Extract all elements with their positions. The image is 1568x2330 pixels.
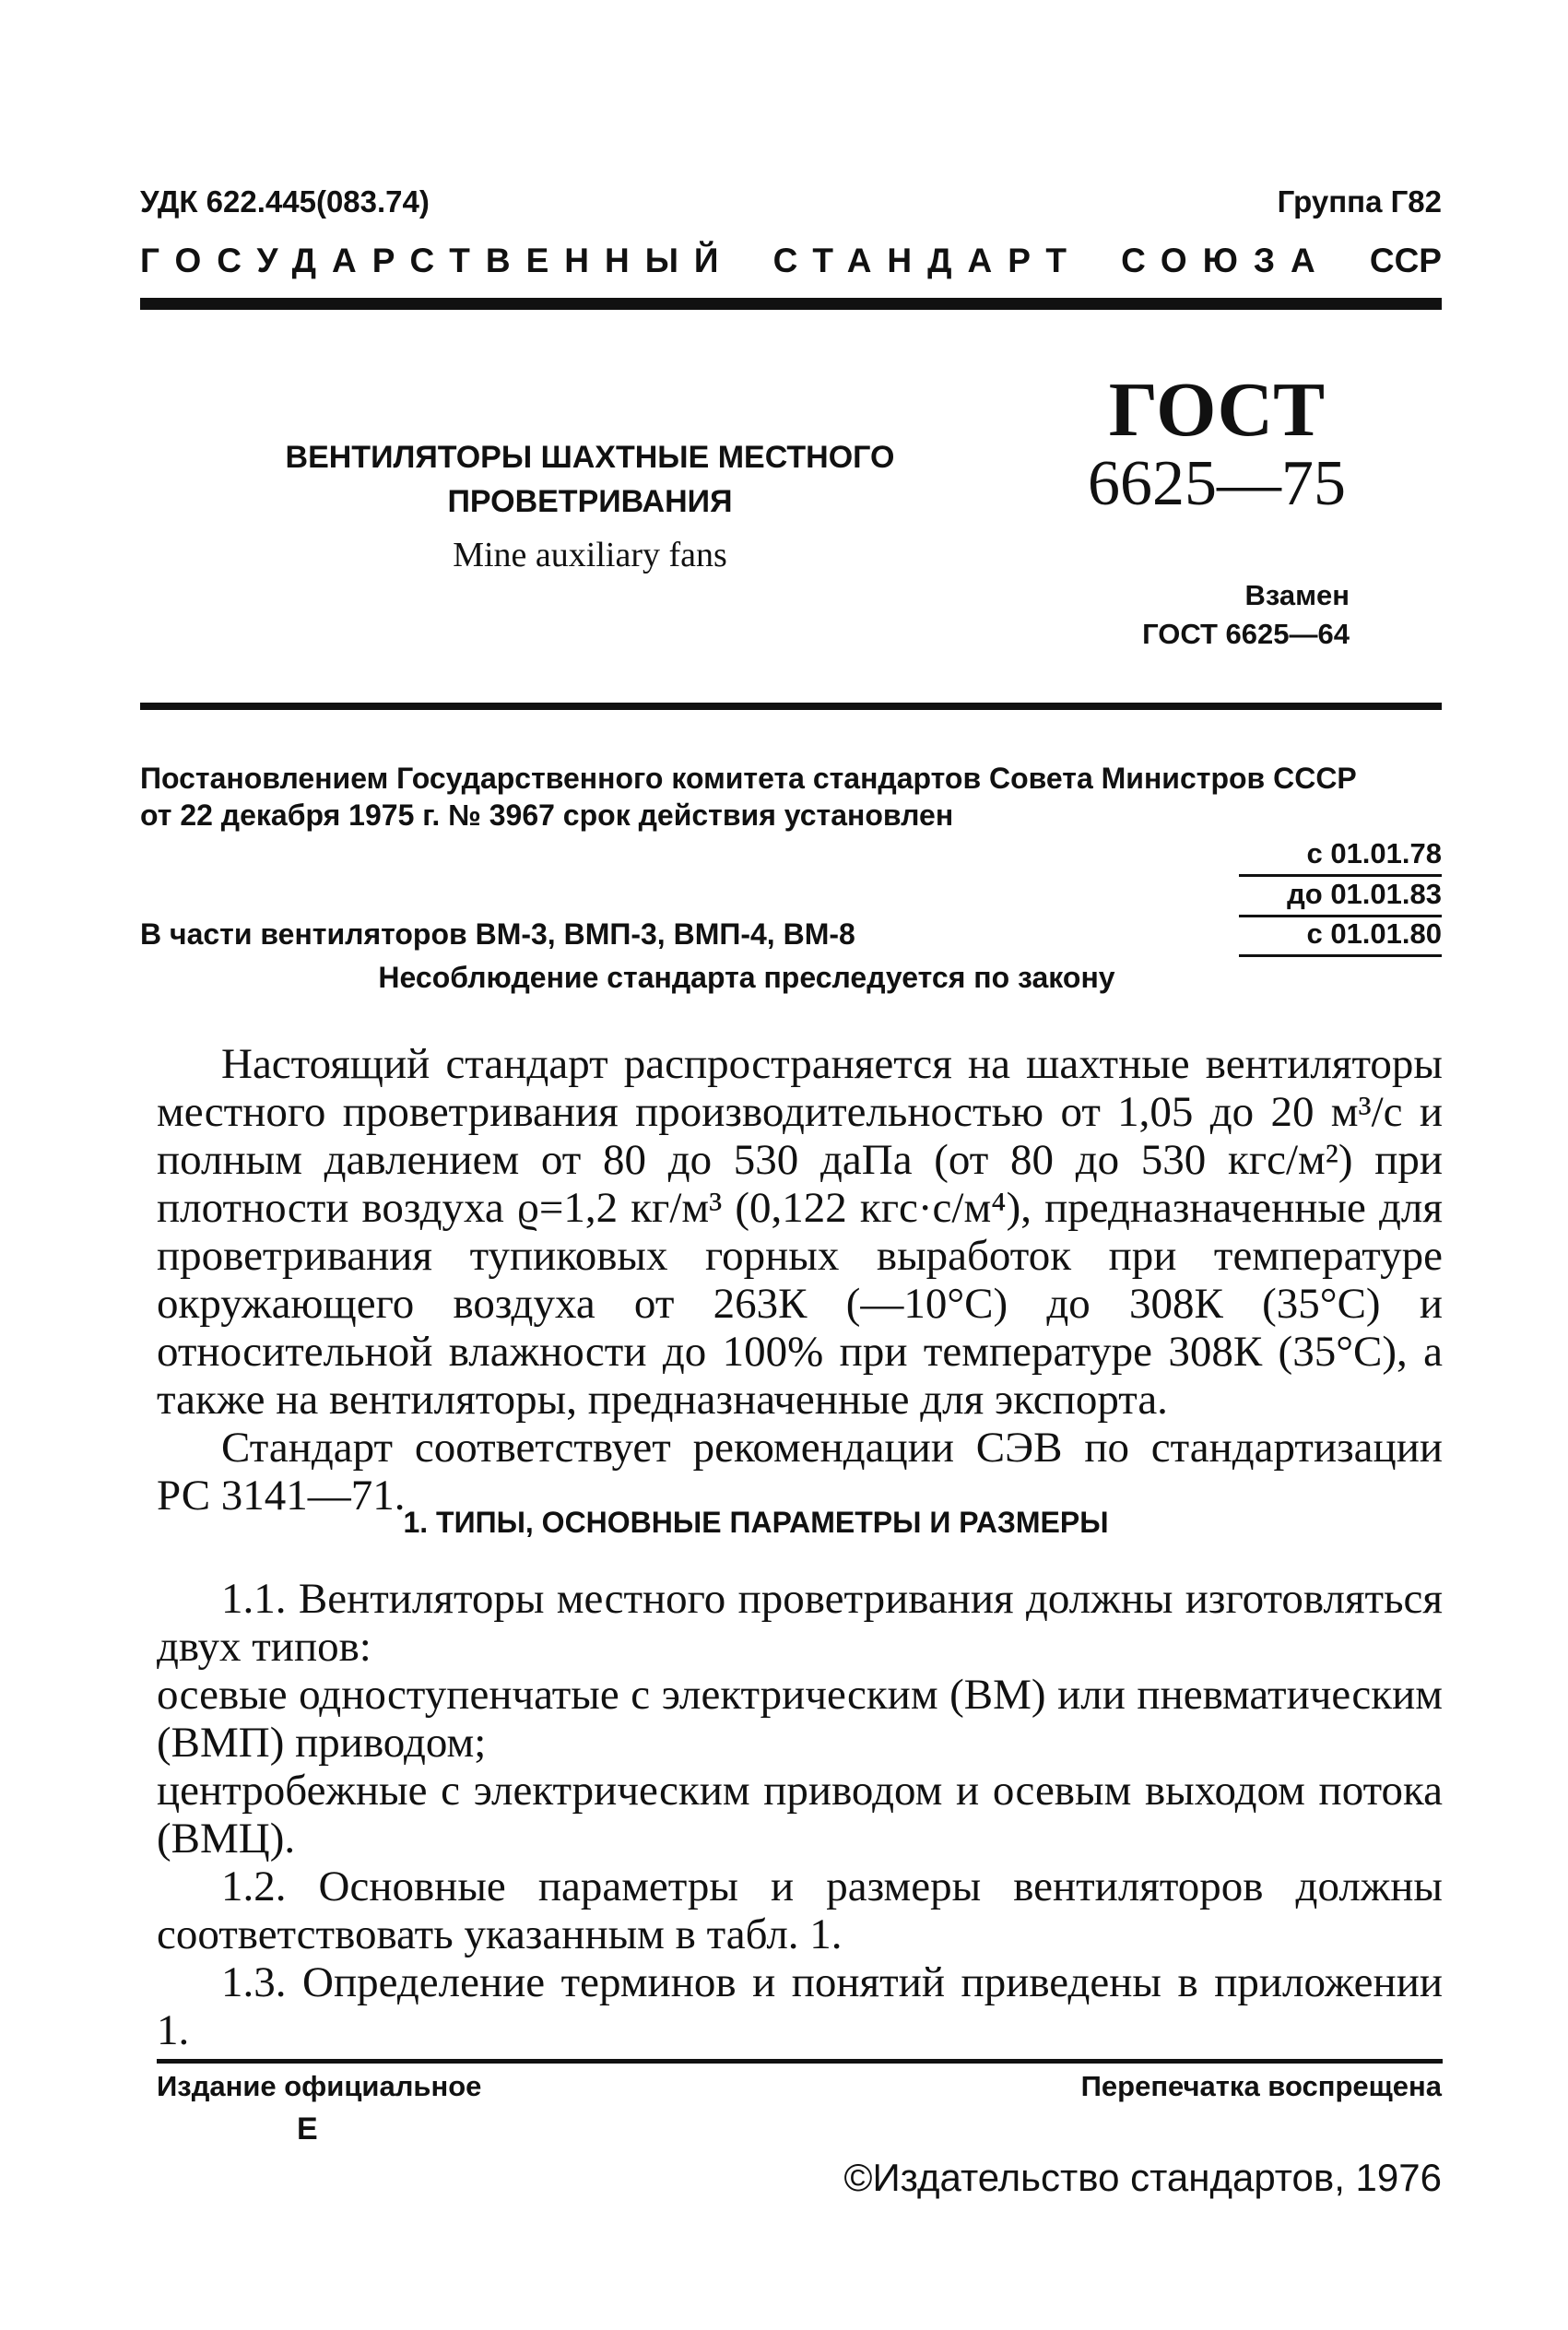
gost-label: ГОСТ: [1108, 367, 1326, 453]
title-rule: [140, 703, 1442, 710]
gost-number: 6625—75: [1088, 448, 1346, 519]
official-edition: Издание официальное: [157, 2070, 482, 2102]
banner-word-4: ССР: [1369, 242, 1442, 279]
legal-warning: Несоблюдение стандарта преследуется по закону: [378, 961, 1115, 994]
section-1-text: [157, 1575, 1443, 2054]
clause-1-1-type-b: центробежные с электрическим приводом и осевым выходом потока (ВМЦ).: [157, 1767, 1443, 1863]
title-line-1: ВЕНТИЛЯТОРЫ ШАХТНЫЕ МЕСТНОГО: [285, 440, 895, 475]
intro-text: [157, 1040, 1443, 1520]
reprint-prohibited: Перепечатка воспрещена: [1080, 2070, 1442, 2102]
partial-scope-label: В части вентиляторов ВМ-3, ВМП-3, ВМП-4, ВМ-8: [140, 917, 855, 951]
intro-paragraph-1: Настоящий стандарт распространяется на шахтные вентиляторы местного проветривания производительностью от 1,05 до 20 м³/с и полным давлением от 80 до 530 даПа (от 80 до 530 кгс/м²) при плотности воздуха ϱ=1,2 кг/м³ (0,122 кгс·с/м⁴), предназначенные для проветривания тупиковых горных выработок при температуре окружающего воздуха от 263К (—10°С) до 308К (35°С) и относительной влажности до 100% при температуре 308К (35°С), а также на вентиляторы, предназначенные для экспорта.: [157, 1040, 1443, 1424]
partial-effective-date: с 01.01.80: [1306, 917, 1442, 950]
effective-date-from: с 01.01.78: [1306, 837, 1442, 869]
edition-letter: Е: [297, 2111, 318, 2147]
clause-1-1-type-a: осевые одноступенчатые с электрическим (ВМ) или пневматическим (ВМП) приводом;: [157, 1671, 1443, 1767]
section-1-heading: 1. ТИПЫ, ОСНОВНЫЕ ПАРАМЕТРЫ И РАЗМЕРЫ: [403, 1506, 1109, 1539]
state-standard-banner: [140, 242, 1442, 280]
english-title: Mine auxiliary fans: [453, 536, 727, 574]
udk-code: УДК 622.445(083.74): [140, 184, 430, 219]
footer-rule: [157, 2059, 1443, 2064]
clause-1-1: 1.1. Вентиляторы местного проветривания должны изготовляться двух типов:: [157, 1575, 1443, 1671]
date-rule-3: [1239, 954, 1442, 957]
intro-paragraph-2: Стандарт соответствует рекомендации СЭВ по стандартизации РС 3141—71.: [157, 1424, 1443, 1520]
publisher-copyright: ©Издательство стандартов, 1976: [843, 2156, 1442, 2199]
group-code: Группа Г82: [1277, 184, 1442, 219]
decree-line-2: от 22 декабря 1975 г. № 3967 срок действия установлен: [140, 798, 954, 832]
replaces-label: Взамен: [1244, 579, 1350, 611]
decree-line-1: Постановлением Государственного комитета стандартов Совета Министров СССР: [140, 762, 1357, 795]
banner-word-2: СТАНДАРТ: [772, 242, 1083, 279]
header-rule: [140, 298, 1442, 310]
date-rule-1: [1239, 874, 1442, 877]
banner-word-3: СОЮЗА: [1121, 242, 1331, 279]
clause-1-2: 1.2. Основные параметры и размеры вентиляторов должны соответствовать указанным в табл. 1.: [157, 1863, 1443, 1958]
clause-1-3: 1.3. Определение терминов и понятий приведены в приложении 1.: [157, 1958, 1443, 2054]
title-line-2: ПРОВЕТРИВАНИЯ: [447, 484, 733, 519]
standard-title: [267, 435, 913, 524]
effective-date-to: до 01.01.83: [1287, 878, 1442, 910]
replaces-number: ГОСТ 6625—64: [1142, 618, 1350, 650]
banner-word-1: ГОСУДАРСТВЕННЫЙ: [140, 242, 735, 279]
